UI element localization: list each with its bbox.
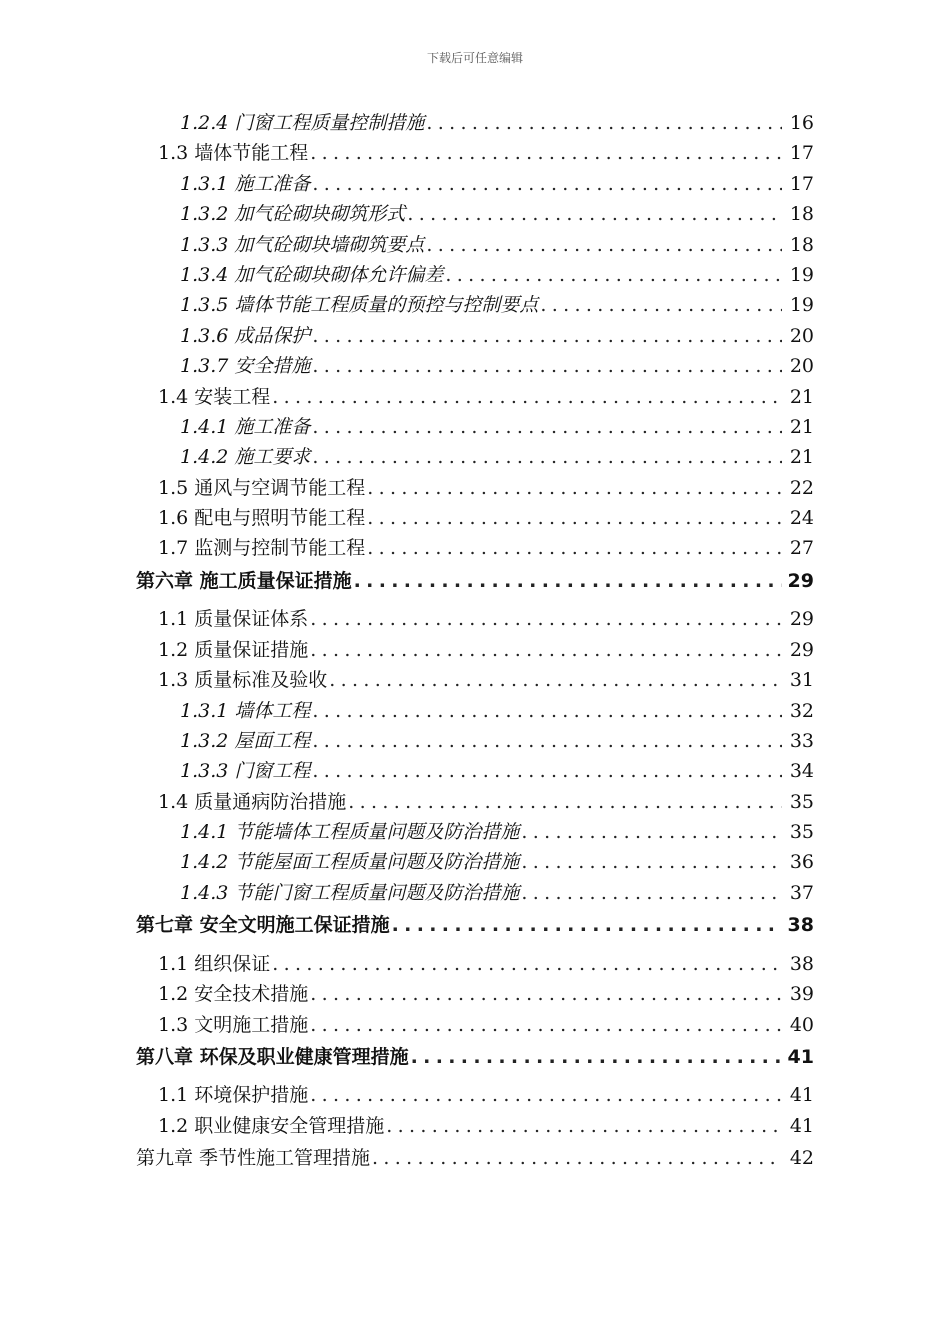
toc-entry-label: 1.2 质量保证措施 [158,638,309,661]
toc-chapter-entry[interactable] [0,1040,950,1081]
toc-entry-page-number: 19 [789,294,814,317]
toc-entry-label: 1.1 质量保证体系 [158,608,309,631]
toc-entry[interactable] [0,1111,950,1141]
toc-entry-page-number: 37 [789,881,814,904]
toc-chapter-entry[interactable] [0,1141,950,1182]
toc-entry-label: 1.4.2 施工要求 [180,446,311,469]
dot-leader [426,112,782,134]
toc-entry-page-number: 29 [787,569,814,592]
toc-entry[interactable] [0,230,950,260]
dot-leader [312,173,782,195]
toc-entry[interactable] [0,1010,950,1040]
toc-entry-page-number: 35 [789,821,814,844]
toc-entry[interactable] [0,817,950,847]
toc-entry-label: 1.2 职业健康安全管理措施 [158,1114,385,1137]
toc-entry-label: 1.1 组织保证 [158,952,271,975]
toc-entry[interactable] [0,665,950,695]
dot-leader [312,730,782,752]
dot-leader [329,669,782,691]
toc-entry-page-number: 27 [789,537,814,560]
dot-leader [312,325,782,347]
dot-leader [372,1147,782,1169]
toc-entry[interactable] [0,108,950,138]
dot-leader [407,203,782,225]
toc-entry-page-number: 21 [789,385,814,408]
toc-entry-page-number: 24 [789,507,814,530]
table-of-contents [0,108,950,1182]
dot-leader [310,608,782,630]
dot-leader [392,914,782,936]
toc-chapter-entry[interactable] [0,564,950,605]
dot-leader [426,234,782,256]
toc-entry-label: 1.3.1 施工准备 [180,172,311,195]
toc-entry-label: 1.3.1 墙体工程 [180,699,311,722]
toc-entry-page-number: 17 [789,142,814,165]
toc-entry[interactable] [0,726,950,756]
dot-leader [367,477,782,499]
toc-entry-page-number: 20 [789,324,814,347]
toc-entry-label: 1.6 配电与照明节能工程 [158,507,366,530]
toc-entry-label: 1.3.3 加气砼砌块墙砌筑要点 [180,233,425,256]
toc-entry[interactable] [0,260,950,290]
toc-entry-label: 第六章 施工质量保证措施 [136,569,352,592]
toc-entry[interactable] [0,1080,950,1110]
dot-leader [312,416,782,438]
dot-leader [521,851,782,873]
toc-entry[interactable] [0,138,950,168]
toc-entry[interactable] [0,949,950,979]
dot-leader [521,821,782,843]
toc-entry[interactable] [0,533,950,563]
toc-entry-page-number: 29 [789,608,814,631]
toc-entry[interactable] [0,290,950,320]
toc-entry-label: 1.3 质量标准及验收 [158,669,328,692]
toc-entry-label: 1.7 监测与控制节能工程 [158,537,366,560]
dot-leader [310,1084,782,1106]
toc-entry-page-number: 19 [789,263,814,286]
toc-entry[interactable] [0,351,950,381]
toc-entry[interactable] [0,382,950,412]
toc-entry-label: 1.3.4 加气砼砌块砌体允许偏差 [180,263,444,286]
dot-leader [310,1014,782,1036]
toc-entry-label: 1.3.3 门窗工程 [180,760,311,783]
toc-entry-page-number: 20 [789,355,814,378]
toc-entry[interactable] [0,473,950,503]
toc-entry[interactable] [0,878,950,908]
toc-entry-page-number: 40 [789,1013,814,1036]
dot-leader [312,760,782,782]
dot-leader [411,1046,782,1068]
toc-entry-label: 1.3.6 成品保护 [180,324,311,347]
toc-entry-label: 1.1 环境保护措施 [158,1084,309,1107]
dot-leader [312,700,782,722]
toc-entry-page-number: 38 [787,914,814,937]
toc-chapter-entry[interactable] [0,908,950,949]
dot-leader [310,142,782,164]
toc-entry-page-number: 21 [789,415,814,438]
toc-entry-label: 1.4.1 施工准备 [180,415,311,438]
toc-entry-page-number: 22 [789,476,814,499]
toc-entry-label: 1.2.4 门窗工程质量控制措施 [180,112,425,134]
toc-entry-page-number: 17 [789,172,814,195]
toc-entry-label: 第九章 季节性施工管理措施 [136,1147,371,1170]
toc-entry[interactable] [0,847,950,877]
toc-entry-page-number: 42 [789,1147,814,1170]
toc-entry-label: 第八章 环保及职业健康管理措施 [136,1045,409,1068]
toc-entry-page-number: 21 [789,446,814,469]
toc-entry-label: 1.3.5 墙体节能工程质量的预控与控制要点 [180,294,539,317]
dot-leader [354,570,782,592]
toc-entry-label: 1.4.3 节能门窗工程质量问题及防治措施 [180,881,520,904]
toc-entry[interactable] [0,442,950,472]
toc-entry-page-number: 38 [789,952,814,975]
toc-entry[interactable] [0,756,950,786]
toc-entry-label: 1.2 安全技术措施 [158,983,309,1006]
page-header: 下载后可任意编辑 [426,51,523,65]
dot-leader [310,639,782,661]
toc-entry-page-number: 32 [789,699,814,722]
toc-entry-label: 1.4 质量通病防治措施 [158,790,347,813]
toc-entry-label: 1.3.2 屋面工程 [180,729,311,752]
dot-leader [367,537,782,559]
dot-leader [540,294,782,316]
dot-leader [521,882,782,904]
toc-entry[interactable] [0,696,950,726]
toc-entry-label: 1.4 安装工程 [158,385,271,408]
dot-leader [272,386,782,408]
toc-entry-page-number: 39 [789,983,814,1006]
dot-leader [312,355,782,377]
toc-entry-page-number: 41 [789,1084,814,1107]
dot-leader [272,953,782,975]
toc-entry-page-number: 31 [789,669,814,692]
toc-entry[interactable] [0,979,950,1009]
toc-entry-page-number: 36 [789,851,814,874]
dot-leader [348,791,782,813]
toc-entry-label: 1.3 墙体节能工程 [158,142,309,165]
toc-entry-label: 1.3.2 加气砼砌块砌筑形式 [180,203,406,226]
dot-leader [386,1115,782,1137]
toc-entry[interactable] [0,604,950,634]
dot-leader [312,446,782,468]
toc-entry[interactable] [0,503,950,533]
toc-entry-label: 1.4.1 节能墙体工程质量问题及防治措施 [180,821,520,844]
dot-leader [310,983,782,1005]
dot-leader [367,507,782,529]
toc-entry-label: 1.3 文明施工措施 [158,1013,309,1036]
toc-entry-page-number: 16 [789,112,814,134]
toc-entry[interactable] [0,412,950,442]
toc-entry-page-number: 35 [789,790,814,813]
toc-entry-page-number: 33 [789,729,814,752]
toc-entry[interactable] [0,635,950,665]
toc-entry[interactable] [0,199,950,229]
toc-entry-label: 1.5 通风与空调节能工程 [158,476,366,499]
toc-entry-label: 1.4.2 节能屋面工程质量问题及防治措施 [180,851,520,874]
toc-entry-label: 1.3.7 安全措施 [180,355,311,378]
toc-entry-label: 第七章 安全文明施工保证措施 [136,914,390,937]
toc-entry[interactable] [0,169,950,199]
toc-entry-page-number: 41 [787,1045,814,1068]
toc-entry[interactable] [0,321,950,351]
toc-entry-page-number: 34 [789,760,814,783]
toc-entry-page-number: 18 [789,233,814,256]
toc-entry-page-number: 41 [789,1114,814,1137]
dot-leader [445,264,782,286]
toc-entry[interactable] [0,787,950,817]
toc-entry-page-number: 29 [789,638,814,661]
toc-entry-page-number: 18 [789,203,814,226]
